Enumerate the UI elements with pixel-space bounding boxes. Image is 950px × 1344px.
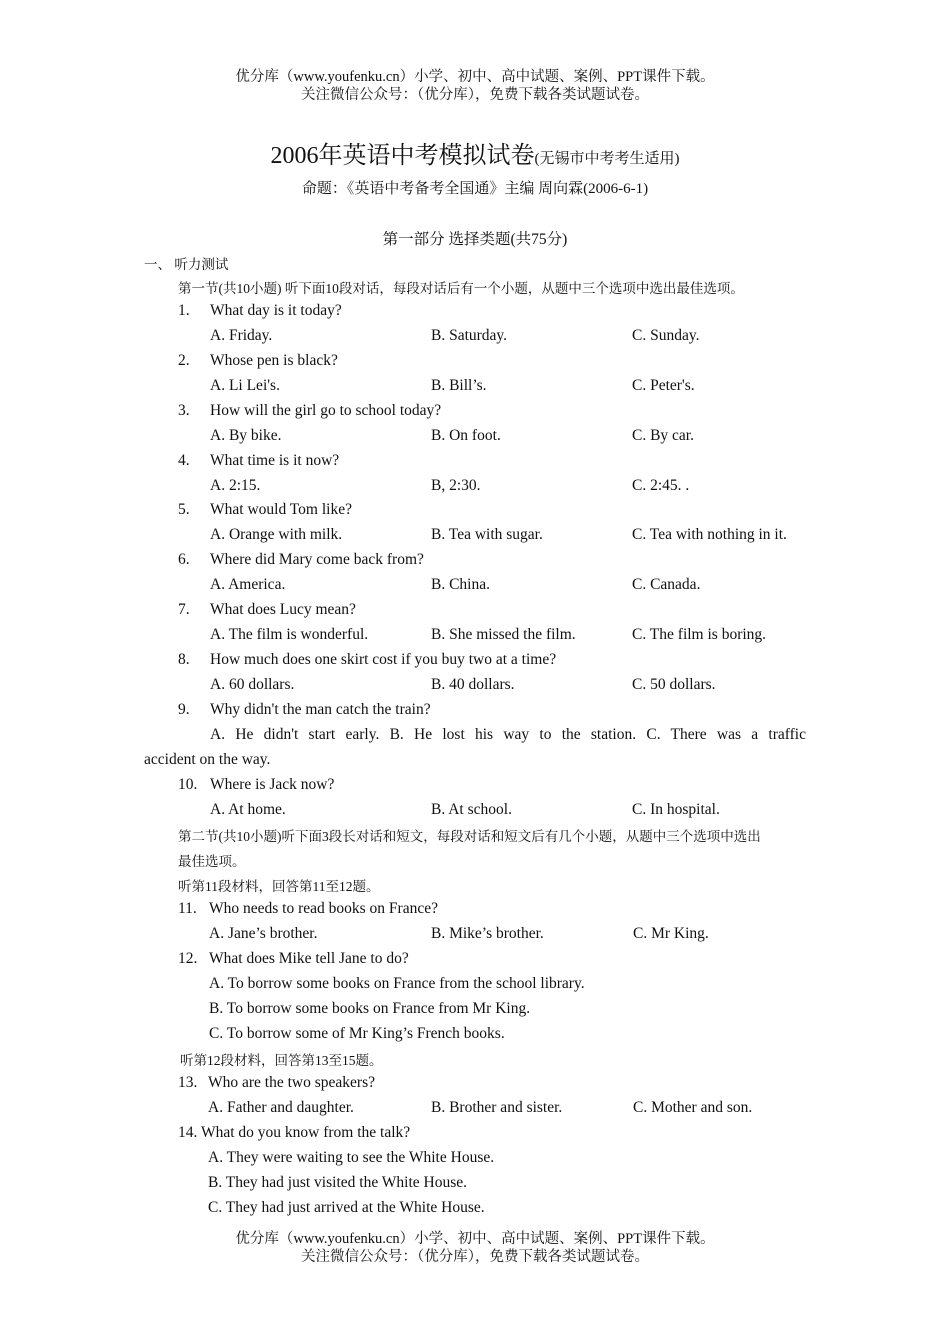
question-number: 5. [178,501,190,518]
option-b: B. Tea with sugar. [431,526,543,543]
question-number: 8. [178,651,190,668]
option-a: A. By bike. [210,427,282,444]
question-text: How much does one skirt cost if you buy two at a time? [210,651,557,668]
question-number: 13. [178,1074,198,1091]
question-text: What time is it now? [210,452,340,469]
question-text: What day is it today? [210,302,342,319]
option-b: B. Brother and sister. [431,1099,563,1116]
option-b: B. 40 dollars. [431,676,515,693]
question-number: 2. [178,352,190,369]
option-a: A. They were waiting to see the White House. [208,1149,495,1166]
byline: 命题：《英语中考备考全国通》主编 周向霖(2006-6-1) [301,181,649,197]
option-c: C. Sunday. [632,327,700,344]
option-c: C. Mother and son. [633,1099,753,1116]
option-c: C. By car. [632,427,694,444]
option-a: A. At home. [210,801,286,818]
option-b: B. At school. [431,801,512,818]
option-c: C. Tea with nothing in it. [632,526,787,543]
title-suffix: (无锡市中考考生适用) [534,151,680,167]
question-number: 10. [178,776,198,793]
section-heading: 一、 听力测试 [144,257,229,272]
question-text: Where is Jack now? [210,776,335,793]
question-text: Why didn't the man catch the train? [210,701,431,718]
option-b: B, 2:30. [431,477,481,494]
question-text: What does Lucy mean? [210,601,356,618]
question-number: 1. [178,302,190,319]
question-text: Where did Mary come back from? [210,551,424,568]
option-b: B. She missed the film. [431,626,576,643]
option-c: C. Peter's. [632,377,695,394]
option-a: A. 60 dollars. [210,676,295,693]
option-a: A. Friday. [210,327,273,344]
header-line-2: 关注微信公众号：（优分库），免费下载各类试题试卷。 [301,87,649,103]
option-a: A. America. [210,576,286,593]
question-text: Who are the two speakers? [208,1074,375,1091]
section-1-instructions: 第一节(共10小题) 听下面10段对话，每段对话后有一个小题，从题中三个选项中选出最佳选项。 [178,281,744,296]
option-a: A. 2:15. [210,477,261,494]
material-11-note: 听第11段材料，回答第11至12题。 [178,879,380,894]
question-number: 4. [178,452,190,469]
question-text: What does Mike tell Jane to do? [209,950,409,967]
title-main: 2006年英语中考模拟试卷 [270,143,535,169]
footer-line-1: 优分库（www.youfenku.cn）小学、初中、高中试题、案例、PPT课件下载。 [235,1231,715,1247]
option-c: C. Canada. [632,576,701,593]
question-text: 14. What do you know from the talk? [178,1124,411,1141]
q9-options-line-2: accident on the way. [144,751,271,768]
option-b: B. To borrow some books on France from Mr King. [209,1000,531,1017]
option-a: A. Jane’s brother. [209,925,318,942]
option-b: B. Bill’s. [431,377,487,394]
option-c: C. To borrow some of Mr King’s French books. [209,1025,505,1042]
question-number: 12. [178,950,198,967]
material-12-note: 听第12段材料，回答第13至15题。 [180,1053,383,1068]
footer-line-2: 关注微信公众号：（优分库），免费下载各类试题试卷。 [301,1249,649,1265]
option-c: C. They had just arrived at the White House. [208,1199,485,1216]
option-c: C. 2:45. . [632,477,690,494]
question-number: 6. [178,551,190,568]
option-b: B. Saturday. [431,327,508,344]
question-number: 3. [178,402,190,419]
option-c: C. 50 dollars. [632,676,716,693]
option-a: A. Li Lei's. [210,377,280,394]
option-b: B. Mike’s brother. [431,925,544,942]
question-text: Whose pen is black? [210,352,338,369]
question-number: 9. [178,701,190,718]
option-a: A. Father and daughter. [208,1099,354,1116]
question-text: How will the girl go to school today? [210,402,442,419]
page-title [0,135,950,170]
option-b: B. China. [431,576,490,593]
option-a: A. To borrow some books on France from the school library. [209,975,585,992]
option-b: B. They had just visited the White House. [208,1174,468,1191]
q9-options-line-1: A. He didn't start early. B. He lost his way to the station. C. There was a traffic [210,726,806,743]
header-line-1: 优分库（www.youfenku.cn）小学、初中、高中试题、案例、PPT课件下载。 [235,69,715,85]
option-c: C. In hospital. [632,801,720,818]
part-heading: 第一部分 选择类题(共75分) [382,231,568,248]
option-a: A. Orange with milk. [210,526,343,543]
question-text: What would Tom like? [210,501,352,518]
question-number: 7. [178,601,190,618]
question-number: 11. [178,900,197,917]
question-text: Who needs to read books on France? [209,900,438,917]
option-b: B. On foot. [431,427,501,444]
section-2-instructions-cont: 最佳选项。 [178,854,246,869]
section-2-instructions: 第二节(共10小题)听下面3段长对话和短文，每段对话和短文后有几个小题，从题中三个选项中选出 [178,829,761,844]
option-c: C. The film is boring. [632,626,767,643]
option-c: C. Mr King. [633,925,709,942]
option-a: A. The film is wonderful. [210,626,369,643]
